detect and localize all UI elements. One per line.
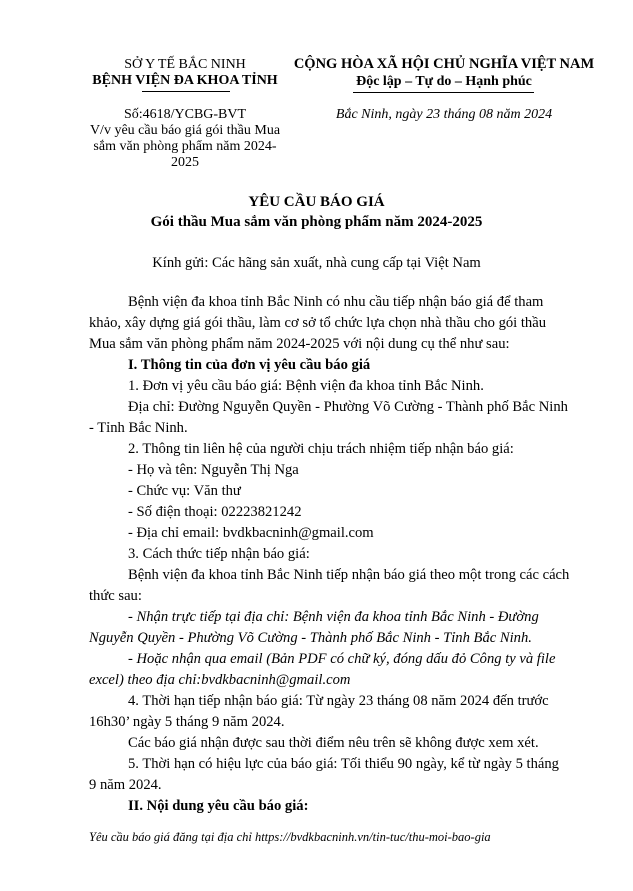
address-line: Địa chỉ: Đường Nguyễn Quyền - Phường Võ Cường - Thành phố Bắc Ninh bbox=[128, 399, 568, 415]
item-3: 3. Cách thức tiếp nhận báo giá: bbox=[128, 546, 310, 562]
contact-position: - Chức vụ: Văn thư bbox=[128, 483, 241, 499]
item-4-line: 16h30’ ngày 5 tháng 9 năm 2024. bbox=[89, 714, 285, 730]
contact-phone: - Số điện thoại: 02223821242 bbox=[128, 504, 302, 520]
org-name: SỞ Y TẾ BẮC NINH bbox=[124, 57, 246, 72]
footer-note: Yêu cầu báo giá đăng tại địa chỉ https://bvdkbacninh.vn/tin-tuc/thu-moi-bao-gia bbox=[89, 830, 491, 844]
document-subtitle: Gói thầu Mua sắm văn phòng phẩm năm 2024-2025 bbox=[150, 214, 483, 230]
header-right-rule bbox=[353, 92, 534, 93]
hospital-name: BỆNH VIỆN ĐA KHOA TỈNH bbox=[92, 73, 278, 88]
item-1: 1. Đơn vị yêu cầu báo giá: Bệnh viện đa khoa tỉnh Bắc Ninh. bbox=[128, 378, 484, 394]
subject-line: sắm văn phòng phẩm năm 2024- bbox=[93, 139, 277, 154]
contact-name: - Họ và tên: Nguyễn Thị Nga bbox=[128, 462, 299, 478]
method-email-line: - Hoặc nhận qua email (Bản PDF có chữ ký, đóng dấu đỏ Công ty và file bbox=[128, 651, 556, 667]
doc-number: Số:4618/YCBG-BVT bbox=[123, 107, 247, 122]
method-email-line: excel) theo địa chỉ:bvdkbacninh@gmail.com bbox=[89, 672, 351, 688]
item-2: 2. Thông tin liên hệ của người chịu trách nhiệm tiếp nhận báo giá: bbox=[128, 441, 514, 457]
header-left-rule bbox=[142, 91, 230, 92]
method-direct-line: Nguyễn Quyền - Phường Võ Cường - Thành phố Bắc Ninh - Tỉnh Bắc Ninh. bbox=[89, 630, 532, 646]
national-motto: Độc lập – Tự do – Hạnh phúc bbox=[356, 74, 532, 89]
greeting: Kính gửi: Các hãng sản xuất, nhà cung cấp tại Việt Nam bbox=[152, 255, 481, 271]
method-direct-line: - Nhận trực tiếp tại địa chỉ: Bệnh viện đa khoa tỉnh Bắc Ninh - Đường bbox=[128, 609, 539, 625]
section-heading: I. Thông tin của đơn vị yêu cầu báo giá bbox=[128, 357, 371, 373]
method-intro-line: thức sau: bbox=[89, 588, 142, 604]
place-date: Bắc Ninh, ngày 23 tháng 08 năm 2024 bbox=[335, 107, 553, 122]
subject-line: 2025 bbox=[171, 155, 199, 170]
item-5-line: 5. Thời hạn có hiệu lực của báo giá: Tối thiểu 90 ngày, kể từ ngày 5 tháng bbox=[128, 756, 559, 772]
item-4-line: 4. Thời hạn tiếp nhận báo giá: Từ ngày 23 tháng 08 năm 2024 đến trước bbox=[128, 693, 549, 709]
late-note: Các báo giá nhận được sau thời điểm nêu trên sẽ không được xem xét. bbox=[128, 735, 539, 751]
document-title: YÊU CẦU BÁO GIÁ bbox=[248, 194, 385, 210]
subject-line: V/v yêu cầu báo giá gói thầu Mua bbox=[89, 123, 281, 138]
item-5-line: 9 năm 2024. bbox=[89, 777, 162, 793]
intro-line: khảo, xây dựng giá gói thầu, làm cơ sở tổ chức lựa chọn nhà thầu cho gói thầu bbox=[89, 315, 547, 331]
intro-line: Mua sắm văn phòng phẩm năm 2024-2025 với nội dung cụ thể như sau: bbox=[89, 336, 510, 352]
nation-title: CỘNG HÒA XÃ HỘI CHỦ NGHĨA VIỆT NAM bbox=[293, 56, 595, 72]
address-line: - Tỉnh Bắc Ninh. bbox=[89, 420, 188, 436]
contact-email: - Địa chỉ email: bvdkbacninh@gmail.com bbox=[128, 525, 374, 541]
method-intro-line: Bệnh viện đa khoa tỉnh Bắc Ninh tiếp nhận báo giá theo một trong các cách bbox=[128, 567, 570, 583]
intro-line: Bệnh viện đa khoa tỉnh Bắc Ninh có nhu cầu tiếp nhận báo giá để tham bbox=[128, 294, 544, 310]
section-heading: II. Nội dung yêu cầu báo giá: bbox=[128, 798, 309, 814]
